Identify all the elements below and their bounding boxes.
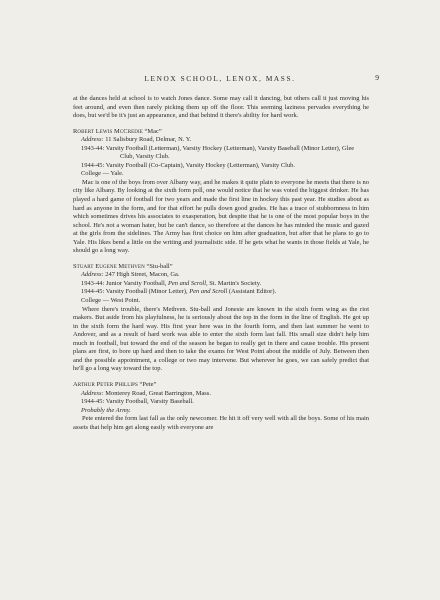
address-line xyxy=(73,390,369,399)
page-body xyxy=(73,95,369,432)
student-name-heading xyxy=(73,128,369,137)
address-line xyxy=(73,271,369,280)
student-nickname: “Stu-ball” xyxy=(146,262,173,270)
activity-line xyxy=(73,288,369,297)
running-header: LENOX SCHOOL, LENOX, MASS. xyxy=(144,74,296,83)
student-name-heading xyxy=(73,381,369,390)
college-line: College — Yale. xyxy=(81,170,124,178)
activity-line: 1944-45: Varsity Football (Co-Captain), Varsity Hockey (Letterman), Varsity Club. xyxy=(81,161,296,169)
student-bio: Pete entered the form last fall as the only newcomer. He hit it off very well with all the boys. Some of his main assets that help him get along easily with everyone are xyxy=(73,415,369,431)
college-line: Probably the Army. xyxy=(81,406,131,414)
student-name: Arthur Peter Phillips xyxy=(73,380,138,388)
student-bio: Mac is one of the boys from over Albany way, and he makes it quite plain to everyone he meets that there is no city like Albany. By looking at the sixth form poll, one would notice that he was voted the biggest drinker. He has played a hard game of football for two years and made the first line in hockey this past year. He studies about as hard as anyone in the form, and for that effort he pulls down good grades. He has a trace of stubbornness in him which sometimes drives his associates to exasperation, but despite that he is one of the most popular boys in the school. He's not a woman hater, but he can't dance, so therefore at the dances he has minded the music and gazed at the girls from the sidelines. The Army has first choice on him after graduation, but after that he plans to go to Yale. His likes bend a little on the writing and journalistic side. If he gets what he wants in those fields at Yale, he should go a long way. xyxy=(73,178,369,255)
student-nickname: “Mac” xyxy=(144,127,162,135)
student-name: Stuart Eugene Methven xyxy=(73,262,145,270)
activity-line xyxy=(73,280,369,289)
activity-text: (Assistant Editor). xyxy=(227,288,277,296)
intro-paragraph: at the dances held at school is to watch Jones dance. Some may call it dancing, but others call it just moving his feet around, and even then rarely picking them up off the floor. This seeming laziness pervades everything he does, but we'd be it's just an appearance, and that behind it there's ability for hard work. xyxy=(73,95,369,120)
address-label: Address: xyxy=(81,389,104,397)
page-number: 9 xyxy=(375,73,379,82)
address-text: 11 Salisbury Road, Delmar, N. Y. xyxy=(105,136,192,144)
activity-text: , St. Martin's Society. xyxy=(206,279,262,287)
activity-text: 1944-45: Varsity Football (Minor Letter), xyxy=(81,288,190,296)
activity-line: 1943-44: Varsity Football (Letterman), Varsity Hockey (Letterman), Varsity Baseball (Minor Letter), Glee Club, Varsity Club. xyxy=(81,144,355,161)
publication-name: Pen and Scroll xyxy=(167,279,206,287)
address-label: Address: xyxy=(81,271,104,279)
student-bio: Where there's trouble, there's Methven. Stu-ball and Jonesie are known in the sixth form wing as the riot makers. But aside from his playfulness, he is seriously about the top in the form in the line of English. He got up in the sixth form the hard way. His first year here was in the fourth form, and then last summer he went to Andover, and as a result of hard work was able to enter the sixth form last fall. His small size didn't help him much in football, but toward the end of the season he began to really get in there and cause trouble. His present plans are first, to bore up hard and then to take the exams for West Point about the middle of July. Between then and the possible appointment, a college or two may intervene. But wherever he goes, we can safely predict that he'll go a long way toward the top. xyxy=(73,305,369,373)
student-nickname: “Pete” xyxy=(139,380,157,388)
address-label: Address: xyxy=(81,136,104,144)
college-line: College — West Point. xyxy=(81,297,141,305)
publication-name: Pen and Scroll xyxy=(189,288,228,296)
activity-text: 1943-44: Junior Varsity Football, xyxy=(81,279,168,287)
address-text: Monterey Road, Great Barrington, Mass. xyxy=(105,389,211,397)
activity-line: 1944-45: Varsity Football, Varsity Baseball. xyxy=(81,398,194,406)
address-text: 247 High Street, Macon, Ga. xyxy=(105,271,180,279)
student-name-heading xyxy=(73,263,369,272)
address-line xyxy=(73,136,369,145)
student-name: Robert Lewis McCredie xyxy=(73,127,143,135)
